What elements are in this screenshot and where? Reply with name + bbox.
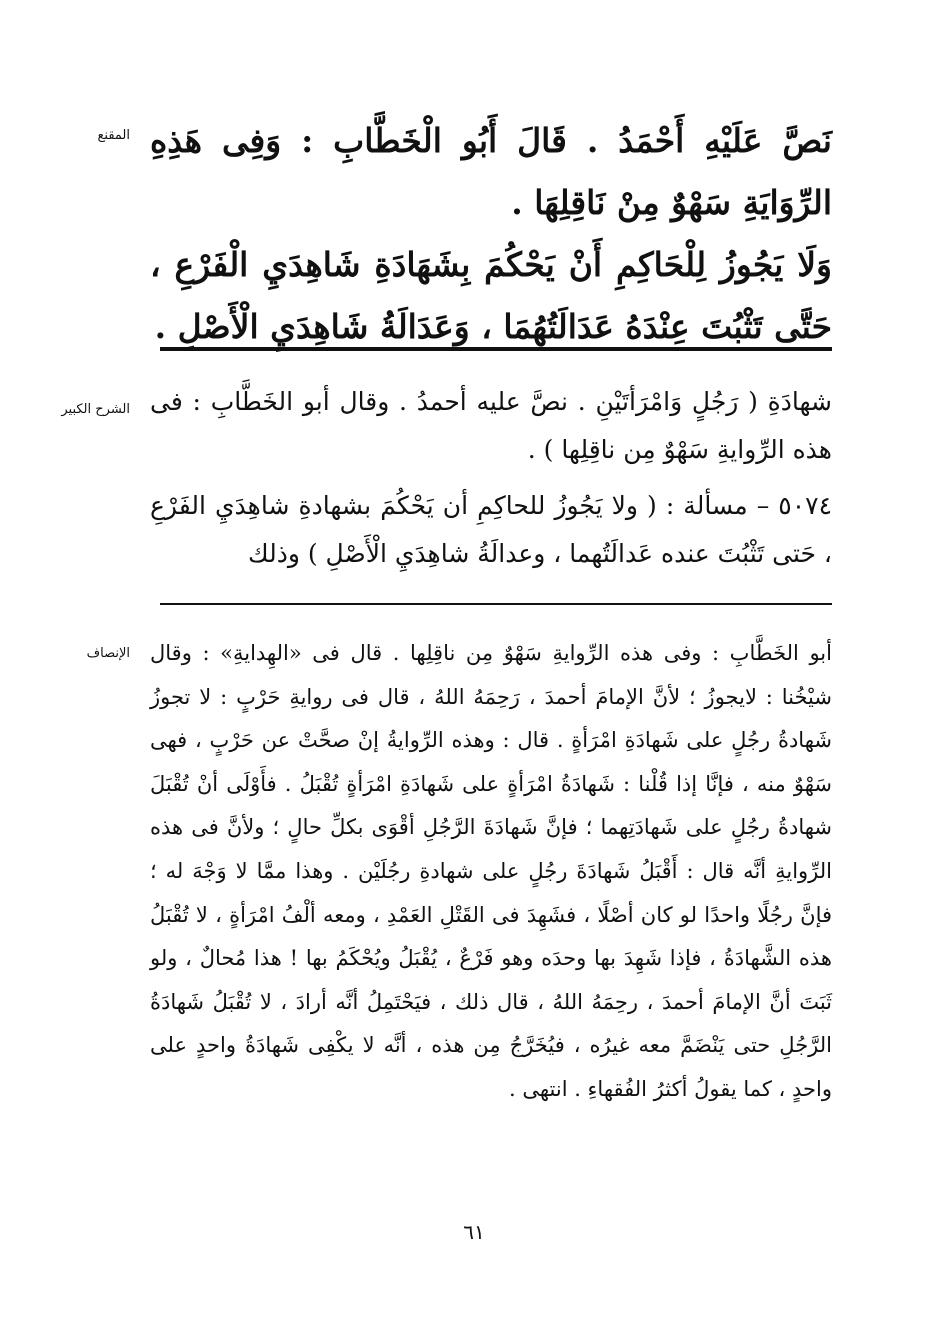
section-label-sharh: الشرح الكبير — [61, 402, 130, 417]
muqni-text — [150, 110, 832, 358]
section-divider — [160, 347, 832, 351]
insaf-paragraph: أبو الخَطَّابِ : وفى هذه الرِّوايةِ سَهْوٌ مِن ناقِلِها . قال فى «الهِدايةِ» : وقال شيْخُنا : لايجوزُ ؛ لأنَّ الإمامَ أحمدَ ، رَحِمَهُ اللهُ ، قال فى روايةِ حَرْبٍ : لا تجوزُ شَهادةُ رجُلٍ على شَهادَةِ امْرَأةٍ . قال : وهذه الرِّوايةُ إنْ صحَّتْ عن حَرْبٍ ، فهى سَهْوٌ منه ، فإنَّا إذا قُلْنا : شَهادَةُ امْرَأةٍ على شَهادَةِ امْرَأةٍ تُقْبَلُ . فأَوْلَى أنْ تُقْبَلَ شهادةُ رجُلٍ على شَهادَتِهما ؛ فإنَّ شَهادَةَ الرَّجُلِ أقْوَى بكلِّ حالٍ ؛ ولأنَّ فى هذه الرِّوايةِ أنَّه قال : أَقْبَلُ شَهادَةَ رجُلٍ على شهادةِ رجُلَيْن . وهذا ممَّا لا وَجْهَ له ؛ فإنَّ رجُلًا واحدًا لو كان أصْلًا ، فشَهِدَ فى القَتْلِ العَمْدِ ، ومعه ألْفُ امْرَأةٍ ، لا تُقْبَلُ هذه الشَّهادَةُ ، فإذا شَهِدَ بها وحدَه وهو فَرْعٌ ، يُقْبَلُ ويُحْكَمُ بها ! هذا مُحالٌ ، ولو ثَبَتَ أنَّ الإمامَ أحمدَ ، رحِمَهُ اللهُ ، قال ذلك ، فيَحْتَمِلُ أنَّه أرادَ ، لا تُقْبَلُ شَهادَةُ الرَّجُلِ حتى يَنْضَمَّ معه غيرُه ، فيُخَرَّجُ مِن هذه ، أنَّه لا يكْفِى شَهادَةُ واحدٍ على واحدٍ ، كما يقولُ أكثرُ الفُقهاءِ . انتهى . — [150, 641, 833, 1101]
insaf-text — [150, 632, 832, 1112]
muqni-paragraph: وَلَا يَجُوزُ لِلْحَاكِمِ أَنْ يَحْكُمَ بِشَهَادَةِ شَاهِدَيِ الْفَرْعِ ، حَتَّى تَثْبُتَ عِنْدَهُ عَدَالَتُهُمَا ، وَعَدَالَةُ شَاهِدَيِ الْأَصْلِ . — [150, 245, 832, 346]
section-label-insaf: الإنصاف — [86, 646, 130, 661]
sharh-text — [150, 378, 832, 578]
section-divider — [160, 603, 832, 605]
section-label-muqni: المقنع — [97, 128, 130, 143]
sharh-paragraph: ٥٠٧٤ – مسألة : ( ولا يَجُوزُ للحاكِمِ أن يَحْكُمَ بشهادةِ شاهِدَيِ الفَرْعِ ، حَتى تَثْبُتَ عنده عَدالَتُهما ، وعدالَةُ شاهِدَيِ الْأَصْلِ ) وذلك — [150, 491, 832, 568]
page-number: ٦١ — [463, 1220, 485, 1244]
muqni-paragraph: نَصَّ عَلَيْهِ أَحْمَدُ . قَالَ أَبُو الْخَطَّابِ : وَفِى هَذِهِ الرِّوَايَةِ سَهْوٌ مِنْ نَاقِلِهَا . — [150, 121, 832, 222]
sharh-paragraph: شهادَةِ ( رَجُلٍ وَامْرَأتَيْنِ . نصَّ عليه أحمدُ . وقال أبو الخَطَّابِ : فى هذه الرِّوايةِ سَهْوٌ مِن ناقِلِها ) . — [150, 387, 832, 464]
